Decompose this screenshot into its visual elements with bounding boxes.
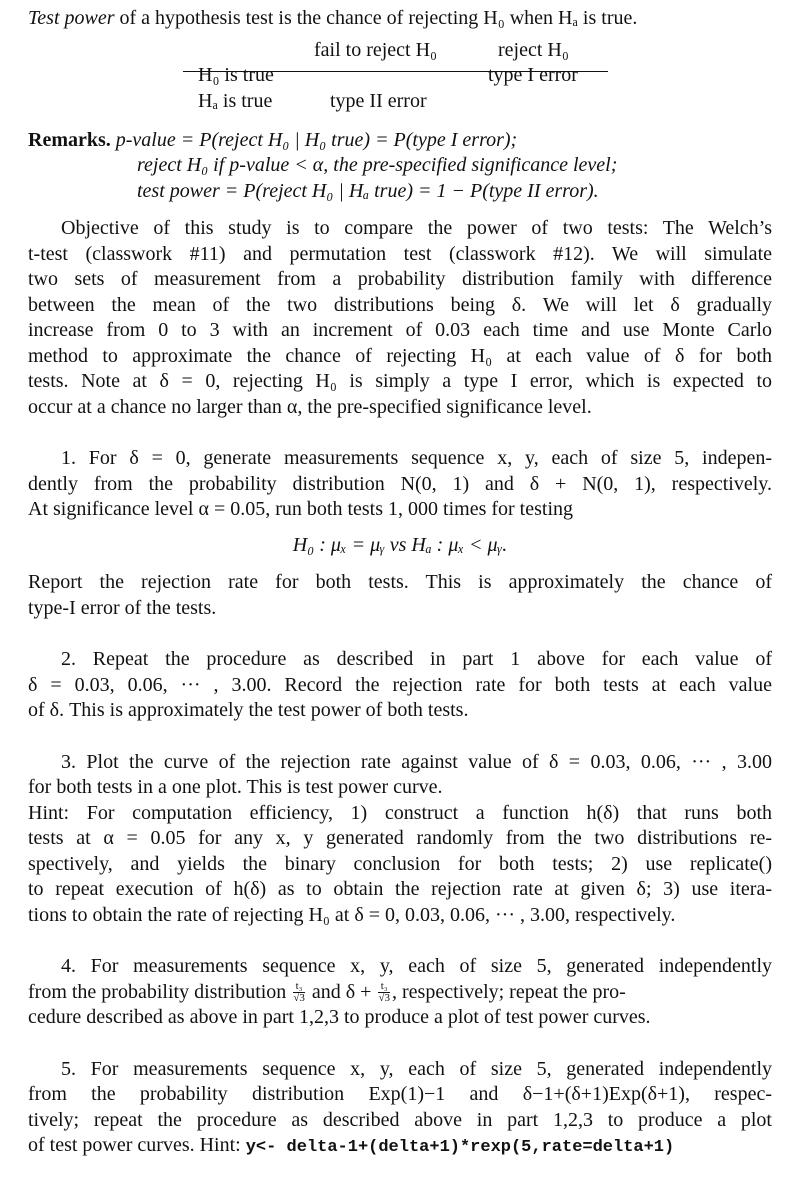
part3-line: for both tests in a one plot. This is test power curve.: [28, 776, 443, 798]
part1-line: type-I error of the tests.: [28, 596, 217, 619]
table-row2-cell: type II error: [330, 89, 427, 112]
table-header-fail: fail to reject H₀: [314, 38, 438, 61]
part5-code: y<- delta-1+(delta+1)*rexp(5,rate=delta+1): [245, 1138, 675, 1157]
table-row1-label: H₀ is true: [198, 63, 274, 86]
objective-line: method to approximate the chance of rejecting H₀ at each value of δ for both: [28, 344, 772, 367]
remarks-block: [28, 128, 772, 205]
objective-line: t-test (classwork #11) and permutation test (classwork #12). We will simulate: [28, 242, 772, 265]
remarks-line-1: p-value = P(reject H₀ | H₀ true) = P(type I error);: [115, 128, 518, 151]
part3-line: to repeat execution of h(δ) as to obtain the rejection rate at given δ; 3) use itera-: [28, 878, 772, 900]
fraction-numerator: t₃: [293, 981, 305, 993]
part1-line: At significance level α = 0.05, run both tests 1, 000 times for testing: [28, 498, 573, 520]
part3-line: 3. Plot the curve of the rejection rate against value of δ = 0.03, 0.06, ··· , 3.00: [61, 750, 772, 773]
part4-text: from the probability distribution: [28, 980, 287, 1003]
objective-line: between the mean of the two distributions being δ. We will let δ gradually: [28, 293, 772, 316]
part4-fraction: [378, 981, 390, 1004]
table-header-reject: reject H₀: [498, 38, 569, 61]
part3-paragraph: [28, 750, 772, 929]
part2-line: of δ. This is approximately the test power of both tests.: [28, 699, 469, 721]
part1-line: 1. For δ = 0, generate measurements sequence x, y, each of size 5, indepen-: [61, 447, 772, 469]
intro-text: of a hypothesis test is the chance of rejecting H₀ when Hₐ is true.: [114, 7, 638, 29]
part4-text: , respectively; repeat the pro-: [392, 980, 626, 1003]
part2-line: 2. Repeat the procedure as described in part 1 above for each value of: [61, 648, 772, 670]
objective-line: increase from 0 to 3 with an increment of 0.03 each time and use Monte Carlo: [28, 319, 772, 341]
part4-paragraph: [28, 954, 772, 1031]
remarks-label: Remarks.: [28, 128, 111, 151]
part5-line: tively; repeat the procedure as described above in part 1,2,3 to produce a plot: [28, 1108, 772, 1131]
objective-line: tests. Note at δ = 0, rejecting H₀ is simply a type I error, which is expected to: [28, 370, 772, 392]
part5-paragraph: [28, 1057, 772, 1161]
objective-line: two sets of measurement from a probability distribution family with difference: [28, 268, 772, 290]
intro-term: Test power: [28, 7, 115, 29]
table-row2-label: Hₐ is true: [198, 89, 273, 112]
fraction-denominator: √3: [293, 992, 305, 1005]
part1-paragraph: [28, 446, 772, 621]
part1-hypothesis: [28, 533, 772, 559]
part5-line: 5. For measurements sequence x, y, each of size 5, generated independently: [61, 1057, 772, 1080]
part2-line: δ = 0.03, 0.06, ··· , 3.00. Record the rejection rate for both tests at each value: [28, 673, 772, 696]
part1-hypothesis-text: H₀ : μₓ = μᵧ vs Hₐ : μₓ < μᵧ.: [292, 533, 508, 556]
part4-line: 4. For measurements sequence x, y, each of size 5, generated independently: [61, 955, 772, 977]
objective-line: Objective of this study is to compare the power of two tests: The Welch’s: [61, 217, 772, 239]
part1-line: dently from the probability distribution N(0, 1) and δ + N(0, 1), respectively.: [28, 472, 772, 495]
error-table: [28, 38, 772, 120]
part4-line-2: [28, 980, 772, 1006]
part5-line-last: [28, 1133, 772, 1161]
part5-line: from the probability distribution Exp(1)−1 and δ−1+(δ+1)Exp(δ+1), respec-: [28, 1083, 772, 1105]
objective-line: occur at a chance no larger than α, the pre-specified significance level.: [28, 395, 592, 418]
part3-line: tests at α = 0.05 for any x, y generated randomly from the two distributions re-: [28, 827, 772, 849]
fraction-numerator: t₃: [378, 981, 390, 993]
remarks-line-3: test power = P(reject H₀ | Hₐ true) = 1 − P(type II error).: [137, 179, 599, 202]
intro-line: [28, 6, 772, 32]
part1-line: Report the rejection rate for both tests. This is approximately the chance of: [28, 571, 772, 593]
objective-paragraph: [28, 216, 772, 420]
remarks-line-2: reject H₀ if p-value < α, the pre-specified significance level;: [137, 154, 618, 176]
part5-text: of test power curves. Hint:: [28, 1134, 246, 1156]
fraction-denominator: √3: [378, 992, 390, 1005]
part4-fraction: [293, 981, 305, 1004]
part3-line: tions to obtain the rate of rejecting H₀ at δ = 0, 0.03, 0.06, ··· , 3.00, respectively.: [28, 903, 676, 926]
part4-text: and δ +: [311, 980, 372, 1003]
part3-line: spectively, and yields the binary conclusion for both tests; 2) use replicate(): [28, 852, 772, 875]
table-row1-cell: type I error: [488, 63, 578, 86]
part2-paragraph: [28, 647, 772, 724]
part4-line: cedure described as above in part 1,2,3 to produce a plot of test power curves.: [28, 1006, 651, 1028]
part3-line: Hint: For computation efficiency, 1) construct a function h(δ) that runs both: [28, 801, 772, 824]
